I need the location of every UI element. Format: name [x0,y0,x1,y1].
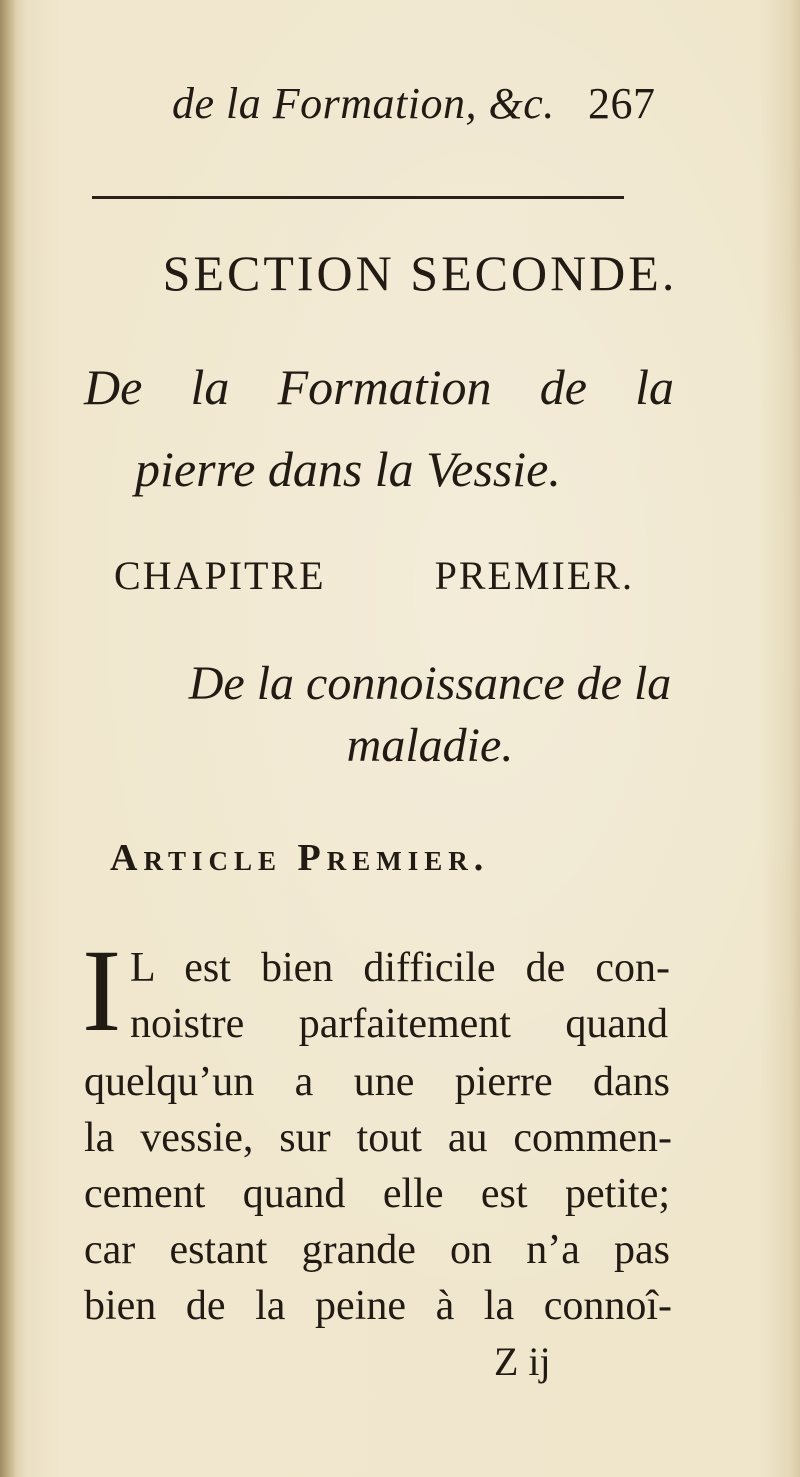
chapter-title: CHAPITRE PREMIER. [114,553,634,598]
running-head-title: de la Formation, &c. [172,79,555,128]
body-line-5: cement quand elle est petite; [84,1171,670,1217]
chapter-subtitle-line-2: maladie. [346,719,514,772]
chapter-subtitle-line-1: De la connoissance de la [188,657,672,710]
article-title: Article Premier. [110,837,490,879]
body-line-4: la vessie, sur tout au commen- [84,1115,672,1161]
section-subtitle-line-1: De la Formation de la [84,359,674,415]
signature-mark: Z ij [494,1339,551,1384]
section-title: SECTION SECONDE. [162,245,678,301]
body-line-1: L est bien difficile de con- [130,945,670,991]
body-line-2: noistre parfaitement quand [130,1001,668,1047]
body-line-3: quelqu’un a une pierre dans [84,1059,670,1105]
page-number: 267 [588,79,656,128]
section-subtitle-line-2: pierre dans la Vessie. [135,441,561,497]
body-line-7: bien de la peine à la connoî- [84,1283,672,1329]
body-line-6: car estant grande on n’a pas [84,1227,670,1273]
header-rule [92,196,624,199]
drop-cap: I [82,925,122,1056]
